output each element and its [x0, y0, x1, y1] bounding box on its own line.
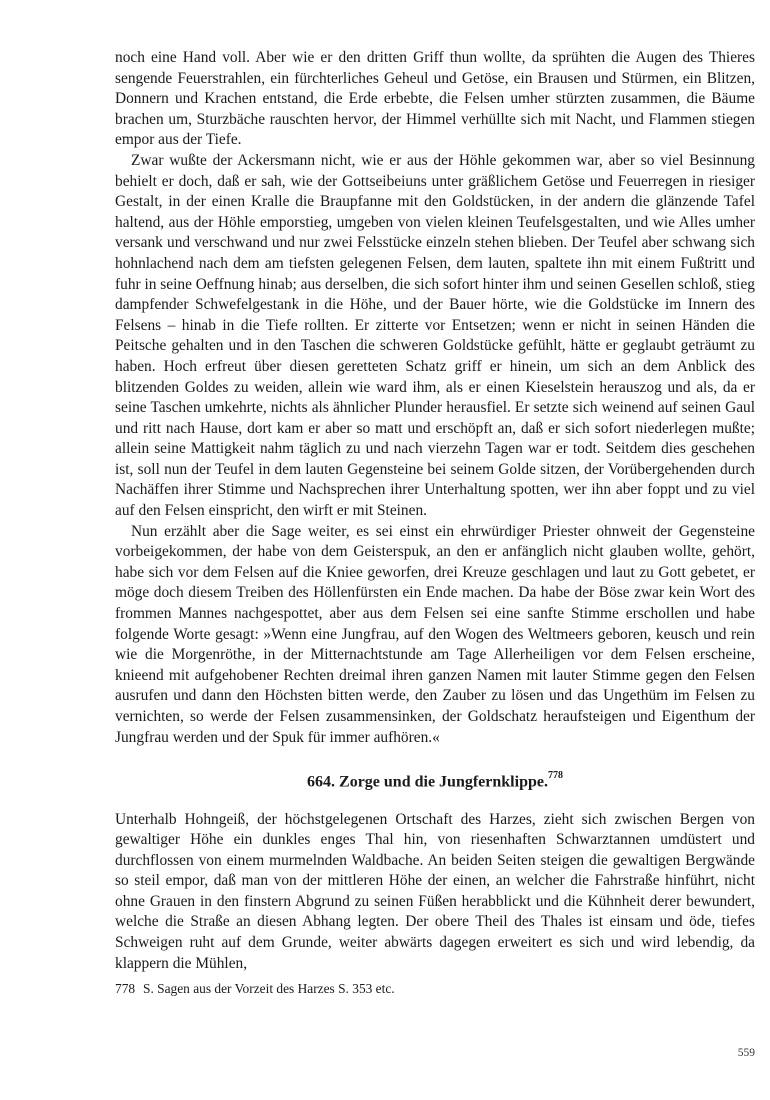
footnote-reference[interactable]: 778 [547, 770, 563, 782]
paragraph-ackersmann: Zwar wußte der Ackersmann nicht, wie er aus der Höhle gekommen war, aber so viel Besinnung behielt er doch, daß er sah, wie der Gottseibeiuns unter gräßlichem Getöse und Feuerregen in riesiger Gestalt, in der einen Kralle die Braupfanne mit den Goldstücken, in der andern die glänzende Tafel haltend, aus der Höhle emporstieg, umgeben von vielen kleinen Teufelsgestalten, und wie Alles umher versank und verschwand und nur zwei Felsstücke einzeln stehen blieben. Der Teufel aber schwang sich hohnlachend nach dem am tiefsten gelegenen Felsen, dem lauten, spaltete ihn mit einem Fußtritt und fuhr in seine Oeffnung hinab; aus derselben, die sich sofort hinter ihm und seinen Gesellen schloß, stieg dampfender Schwefelgestank in die Höhe, und der Bauer hörte, wie die Goldstücke im Innern des Felsens – hinab in die Tiefe rollten. Er zitterte vor Entsetzen; wenn er nicht in seinen Händen die Peitsche gehalten und in den Taschen die schweren Goldstücke gefühlt, hätte er geglaubt geträumt zu haben. Hoch erfreut über diesen geretteten Schatz griff er hinein, um sich an dem Anblick des blitzenden Goldes zu weiden, allein wie ward ihm, als er einen Kieselstein herauszog und als, da er seine Taschen umkehrte, nichts als ähnlicher Plunder herausfiel. Er setzte sich weinend auf seinen Gaul und ritt nach Hause, dort kam er aber so matt und erschöpft an, daß er sich sofort niederlegen mußte; allein seine Mattigkeit nahm täglich zu und nach vierzehn Tagen war er todt. Seitdem dies geschehen ist, soll nun der Teufel in dem lauten Gegensteine bei seinem Golde sitzen, der Vorübergehenden durch Nachäffen ihrer Stimme und Nachsprechen ihrer Unterhaltung spotten, wer ihn aber foppt und zu viel auf den Felsen einspricht, den wirft er mit Steinen. [115, 151, 755, 520]
paragraph-continuation: noch eine Hand voll. Aber wie er den dritten Griff thun wollte, da sprühten die Augen des Thieres sengende Feuerstrahlen, ein fürchterliches Geheul und Getöse, ein Brausen und Stürmen, ein Blitzen, Donnern und Krachen entstand, die Erde erbebte, die Felsen umher stürzten zusammen, die Bäume brachen um, Sturzbäche rauschten hervor, der Himmel verhüllte sich mit Nacht, und Flammen stiegen empor aus der Tiefe. [115, 49, 755, 149]
footnote [115, 980, 755, 998]
page-number: 559 [737, 1047, 755, 1059]
page-content [115, 48, 755, 998]
paragraph-hohngeiss: Unterhalb Hohngeiß, der höchstgelegenen Ortschaft des Harzes, zieht sich zwischen Bergen von gewaltiger Höhe ein dunkles enges Thal hin, von riesenhaften Schwarztannen umdüstert und durchflossen von einem murmelnden Waldbache. An beiden Seiten steigen die gewaltigen Bergwände so steil empor, daß man von der mittleren Höhe der einen, an welcher die Fahrstraße hinführt, nicht ohne Grauen in den finstern Abgrund zu seinen Füßen herabblickt und die Kühnheit derer bewundert, welche die Straße an diesen Abhang legten. Der obere Theil des Thales ist einsam und öde, tiefes Schweigen ruht auf dem Grunde, weiter abwärts dagegen erweitert es sich und wird lebendig, da klappern die Mühlen, [115, 810, 755, 972]
footnote-number: 778 [115, 981, 136, 997]
paragraph-priester: Nun erzählt aber die Sage weiter, es sei einst ein ehrwürdiger Priester ohnweit der Gegensteine vorbeigekommen, der habe von dem Geisterspuk, an den er anfänglich nicht glauben wollte, gehört, habe sich vor dem Felsen auf die Kniee geworfen, drei Kreuze geschlagen und laut zu Gott gebetet, er möge doch diesem Treiben des Höllenfürsten ein Ende machen. Da habe der Böse zwar kein Wort des frommen Mannes nachgespottet, aber aus dem Felsen sei eine sanfte Stimme erschollen und habe folgende Worte gesagt: »Wenn eine Jungfrau, auf den Wogen des Weltmeers geboren, keusch und rein wie die Morgenröthe, in der Mitternachtstunde am Tage Allerheiligen vor dem Felsen erscheine, knieend mit aufgehobener Rechten dreimal ihren ganzen Namen mit lauter Stimme gegen den Felsen ausrufen und dann den Höchsten bitten werde, den Zauber zu lösen und das Ungethüm im Felsen zu vernichten, so werde der Felsen zusammensinken, der Goldschatz heraufsteigen und Eigenthum der Jungfrau werden und der Spuk für immer aufhören.« [115, 522, 755, 746]
section-title: 664. Zorge und die Jungfernklippe. [307, 773, 548, 791]
section-heading [115, 772, 755, 791]
footnote-text: S. Sagen aus der Vorzeit des Harzes S. 353 etc. [143, 981, 395, 997]
